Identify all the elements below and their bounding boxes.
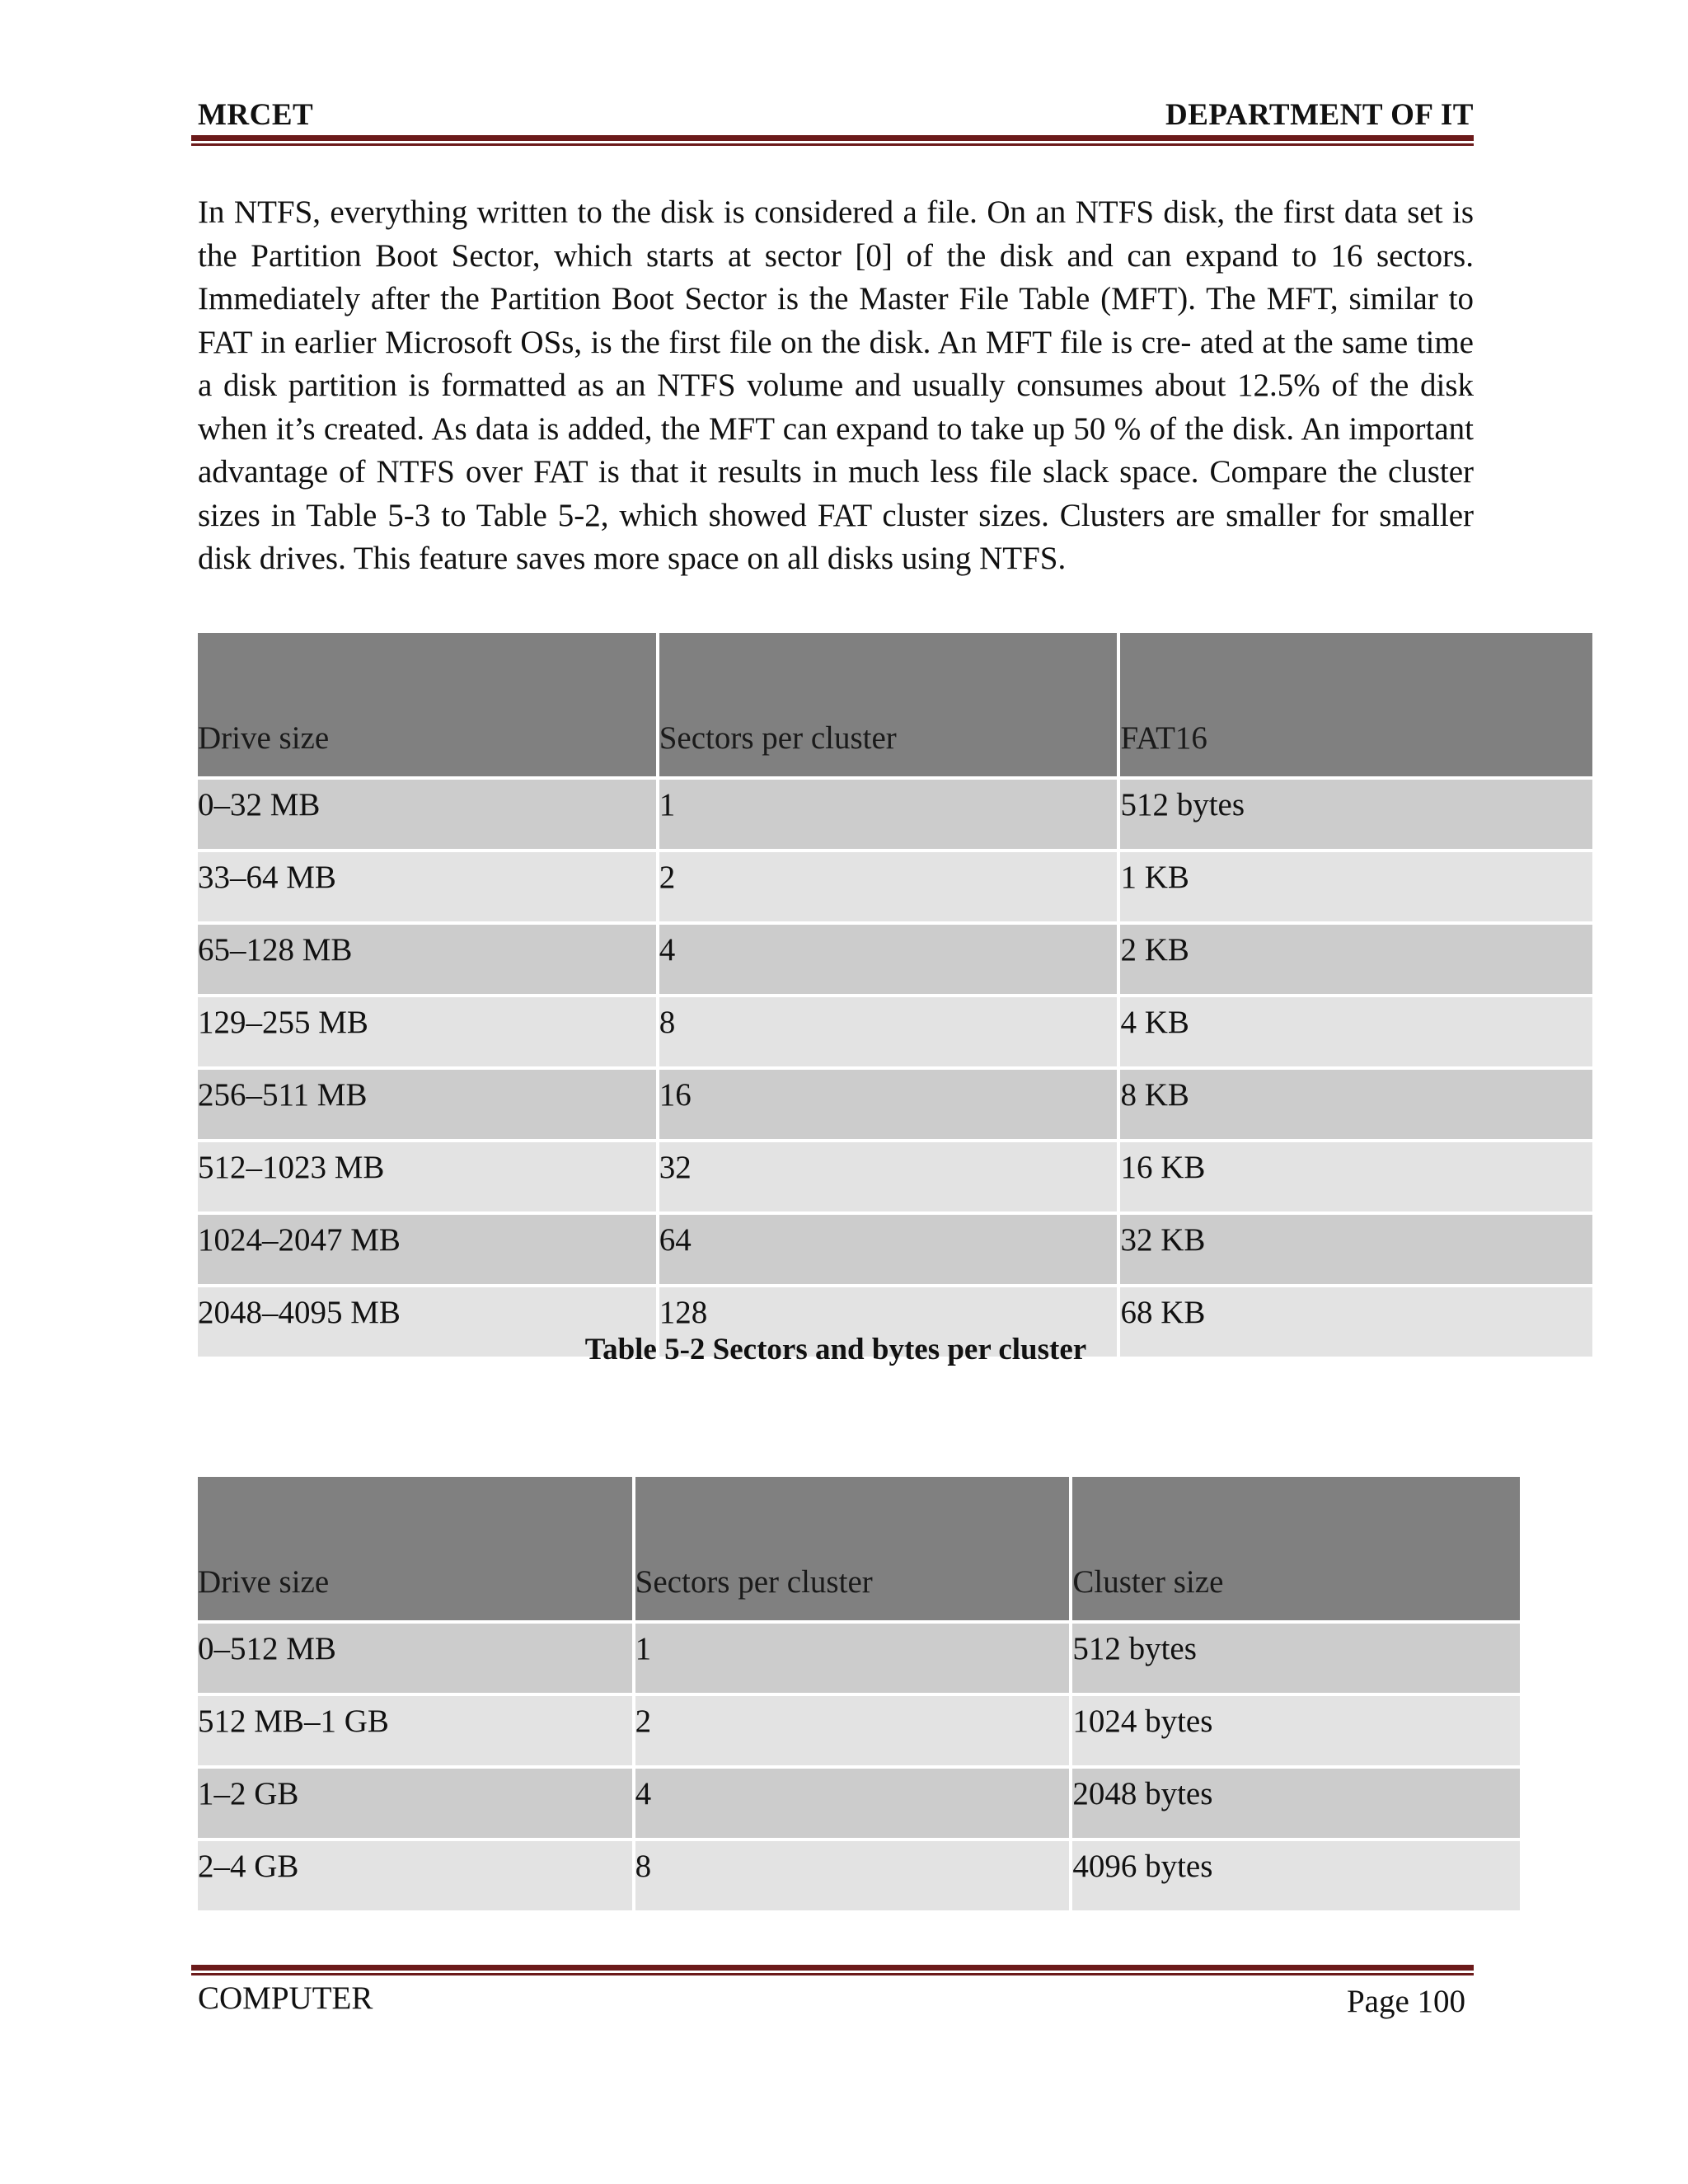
column-header-sectors-per-cluster: Sectors per cluster [659, 633, 1118, 776]
page-header [198, 97, 1474, 135]
cell-fat16: 4 KB [1120, 997, 1592, 1066]
table-row [198, 1769, 1520, 1838]
cell-sectors-per-cluster: 16 [659, 1070, 1118, 1139]
cell-cluster-size: 2048 bytes [1072, 1769, 1520, 1838]
cell-sectors-per-cluster: 8 [659, 997, 1118, 1066]
cell-fat16: 32 KB [1120, 1215, 1592, 1284]
table-row [198, 997, 1592, 1066]
cell-drive-size: 1–2 GB [198, 1769, 632, 1838]
cell-cluster-size: 512 bytes [1072, 1624, 1520, 1693]
cell-drive-size: 2048–4095 MB [198, 1287, 656, 1357]
table-row [198, 1215, 1592, 1284]
footer-rule-thin [191, 1973, 1474, 1975]
cell-drive-size: 512 MB–1 GB [198, 1696, 632, 1765]
cell-sectors-per-cluster: 2 [659, 852, 1118, 921]
cell-drive-size: 256–511 MB [198, 1070, 656, 1139]
header-rule-thin [191, 143, 1474, 146]
cell-sectors-per-cluster: 2 [635, 1696, 1070, 1765]
cell-sectors-per-cluster: 8 [635, 1841, 1070, 1910]
cell-fat16: 16 KB [1120, 1142, 1592, 1212]
table-ntfs-cluster-sizes [195, 1474, 1523, 1914]
table-row [198, 780, 1592, 849]
page-number: Page 100 [1346, 1984, 1465, 2019]
body-paragraph: In NTFS, everything written to the disk is considered a file. On an NTFS disk, the first data set is the Partition Boot Sector, which starts at sector [0] of the disk and can expand to 16 sectors. Immediately after the Partition Boot Sector is the Master File Table (MFT). The MFT, similar to FAT in earlier Microsoft OSs, is the first file on the disk. An MFT file is cre- ated at the same time a disk partition is formatted as an NTFS volume and usually consumes about 12.5% of the disk when it’s created. As data is added, the MFT can expand to take up 50 % of the disk. An important advantage of NTFS over FAT is that it results in much less file slack space. Compare the cluster sizes in Table 5-3 to Table 5-2, which showed FAT cluster sizes. Clusters are smaller for smaller disk drives. This feature saves more space on all disks using NTFS. [198, 194, 1474, 576]
cell-drive-size: 0–512 MB [198, 1624, 632, 1693]
cell-fat16: 68 KB [1120, 1287, 1592, 1357]
table-row [198, 925, 1592, 994]
column-header-fat16: FAT16 [1120, 633, 1592, 776]
table-caption: Table 5-2 Sectors and bytes per cluster [584, 1333, 1087, 1366]
cell-drive-size: 129–255 MB [198, 997, 656, 1066]
cell-fat16: 1 KB [1120, 852, 1592, 921]
column-header-drive-size: Drive size [198, 633, 656, 776]
cell-sectors-per-cluster: 4 [635, 1769, 1070, 1838]
table-row [198, 1841, 1520, 1910]
column-header-cluster-size: Cluster size [1072, 1477, 1520, 1620]
cell-sectors-per-cluster: 64 [659, 1215, 1118, 1284]
cell-sectors-per-cluster: 1 [635, 1624, 1070, 1693]
cell-drive-size: 1024–2047 MB [198, 1215, 656, 1284]
column-header-sectors-per-cluster: Sectors per cluster [635, 1477, 1070, 1620]
cell-sectors-per-cluster: 1 [659, 780, 1118, 849]
cell-fat16: 2 KB [1120, 925, 1592, 994]
header-rule-thick [191, 135, 1474, 141]
cell-drive-size: 2–4 GB [198, 1841, 632, 1910]
cell-cluster-size: 4096 bytes [1072, 1841, 1520, 1910]
table-sectors-bytes-fat [195, 630, 1596, 1360]
cell-fat16: 8 KB [1120, 1070, 1592, 1139]
table-row [198, 852, 1592, 921]
table-row [198, 1070, 1592, 1139]
cell-drive-size: 0–32 MB [198, 780, 656, 849]
page-footer [198, 1980, 1474, 2021]
footer-rule-thick [191, 1965, 1474, 1971]
table-header-row [198, 1477, 1520, 1620]
cell-fat16: 512 bytes [1120, 780, 1592, 849]
header-institution: MRCET [198, 98, 314, 132]
footer-subject: COMPUTER [198, 1980, 373, 2016]
cell-drive-size: 33–64 MB [198, 852, 656, 921]
table-row [198, 1142, 1592, 1212]
table-row [198, 1696, 1520, 1765]
table-row [198, 1624, 1520, 1693]
cell-sectors-per-cluster: 4 [659, 925, 1118, 994]
cell-drive-size: 512–1023 MB [198, 1142, 656, 1212]
header-department: DEPARTMENT OF IT [1165, 98, 1474, 132]
cell-drive-size: 65–128 MB [198, 925, 656, 994]
column-header-drive-size: Drive size [198, 1477, 632, 1620]
table-header-row [198, 633, 1592, 776]
cell-cluster-size: 1024 bytes [1072, 1696, 1520, 1765]
cell-sectors-per-cluster: 128 [659, 1287, 1118, 1357]
cell-sectors-per-cluster: 32 [659, 1142, 1118, 1212]
